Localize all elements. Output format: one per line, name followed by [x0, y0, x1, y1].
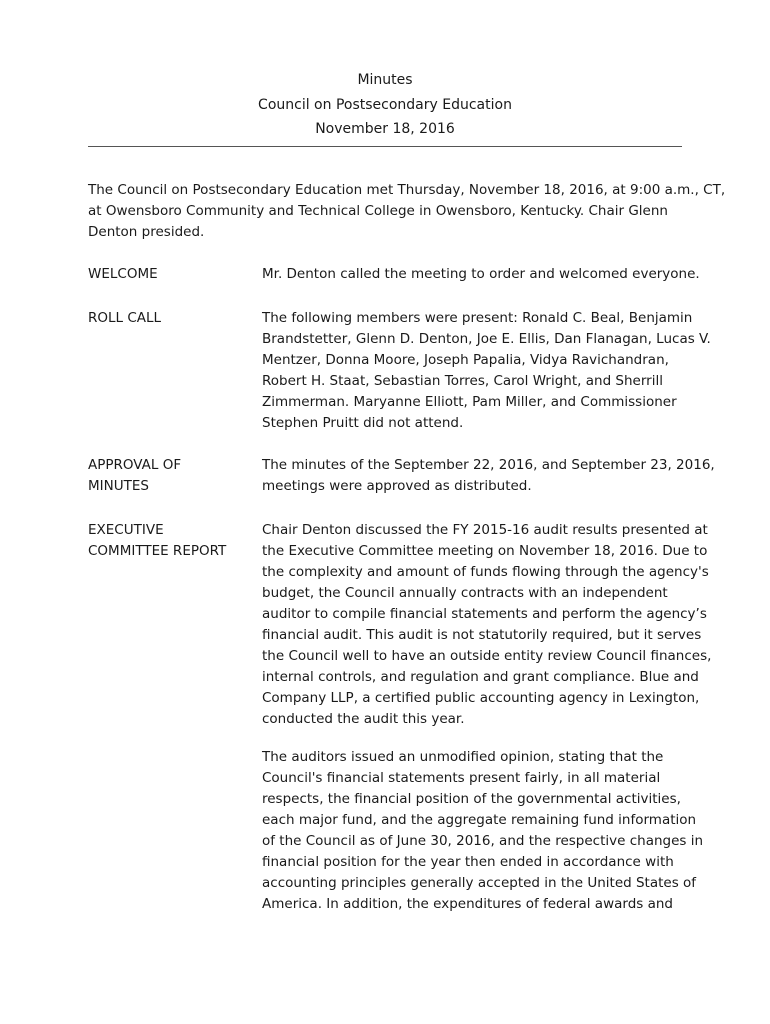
document-header	[0, 68, 770, 142]
intro-line: Denton presided.	[88, 224, 205, 240]
body-line: of the Council as of June 30, 2016, and the respective changes in	[262, 833, 704, 849]
body-line: Robert H. Staat, Sebastian Torres, Carol Wright, and Sherrill	[262, 373, 663, 389]
label-line: MINUTES	[88, 478, 149, 494]
intro-line: at Owensboro Community and Technical College in Owensboro, Kentucky. Chair Glenn	[88, 203, 668, 219]
header-title: Minutes	[357, 72, 413, 88]
body-line: Council's financial statements present fairly, in all material	[262, 770, 661, 786]
body-line: auditor to compile financial statements and perform the agency’s	[262, 606, 707, 622]
section-label	[88, 308, 253, 329]
body-line: The minutes of the September 22, 2016, and September 23, 2016,	[262, 457, 715, 473]
body-line: the Executive Committee meeting on November 18, 2016. Due to	[262, 543, 708, 559]
body-line: The following members were present: Ronald C. Beal, Benjamin	[262, 310, 693, 326]
body-line: internal controls, and regulation and grant compliance. Blue and	[262, 669, 699, 685]
label-line: EXECUTIVE	[88, 522, 164, 538]
intro-paragraph	[88, 180, 728, 243]
header-divider	[88, 146, 682, 147]
header-date: November 18, 2016	[315, 121, 455, 137]
section-label	[88, 520, 253, 562]
label-line: COMMITTEE REPORT	[88, 543, 227, 559]
header-organization: Council on Postsecondary Education	[258, 96, 512, 113]
body-line: Brandstetter, Glenn D. Denton, Joe E. Ellis, Dan Flanagan, Lucas V.	[262, 331, 711, 347]
body-line: each major fund, and the aggregate remaining fund information	[262, 812, 697, 828]
body-line: budget, the Council annually contracts with an independent	[262, 585, 668, 601]
intro-line: The Council on Postsecondary Education met Thursday, November 18, 2016, at 9:00 a.m., CT,	[88, 182, 726, 198]
body-line: Mr. Denton called the meeting to order and welcomed everyone.	[262, 266, 700, 282]
label-line: WELCOME	[88, 266, 158, 282]
section-label	[88, 455, 253, 497]
section-body	[262, 520, 732, 730]
section-body	[262, 747, 732, 915]
body-line: respects, the financial position of the governmental activities,	[262, 791, 681, 807]
body-line: Mentzer, Donna Moore, Joseph Papalia, Vidya Ravichandran,	[262, 352, 669, 368]
body-line: accounting principles generally accepted in the United States of	[262, 875, 697, 891]
body-line: America. In addition, the expenditures of federal awards and	[262, 896, 673, 912]
body-line: the complexity and amount of funds flowing through the agency's	[262, 564, 709, 580]
label-line: APPROVAL OF	[88, 457, 182, 473]
section-label	[88, 264, 253, 285]
body-line: financial audit. This audit is not statutorily required, but it serves	[262, 627, 702, 643]
section-body	[262, 308, 732, 434]
section-body	[262, 264, 732, 285]
section-body	[262, 455, 732, 497]
label-line: ROLL CALL	[88, 310, 162, 326]
body-line: Chair Denton discussed the FY 2015-16 audit results presented at	[262, 522, 708, 538]
body-line: meetings were approved as distributed.	[262, 478, 532, 494]
body-line: The auditors issued an unmodified opinion, stating that the	[262, 749, 664, 765]
body-line: Company LLP, a certified public accounting agency in Lexington,	[262, 690, 700, 706]
body-line: financial position for the year then ended in accordance with	[262, 854, 674, 870]
body-line: conducted the audit this year.	[262, 711, 465, 727]
body-line: the Council well to have an outside entity review Council finances,	[262, 648, 712, 664]
body-line: Zimmerman. Maryanne Elliott, Pam Miller, and Commissioner	[262, 394, 677, 410]
body-line: Stephen Pruitt did not attend.	[262, 415, 464, 431]
